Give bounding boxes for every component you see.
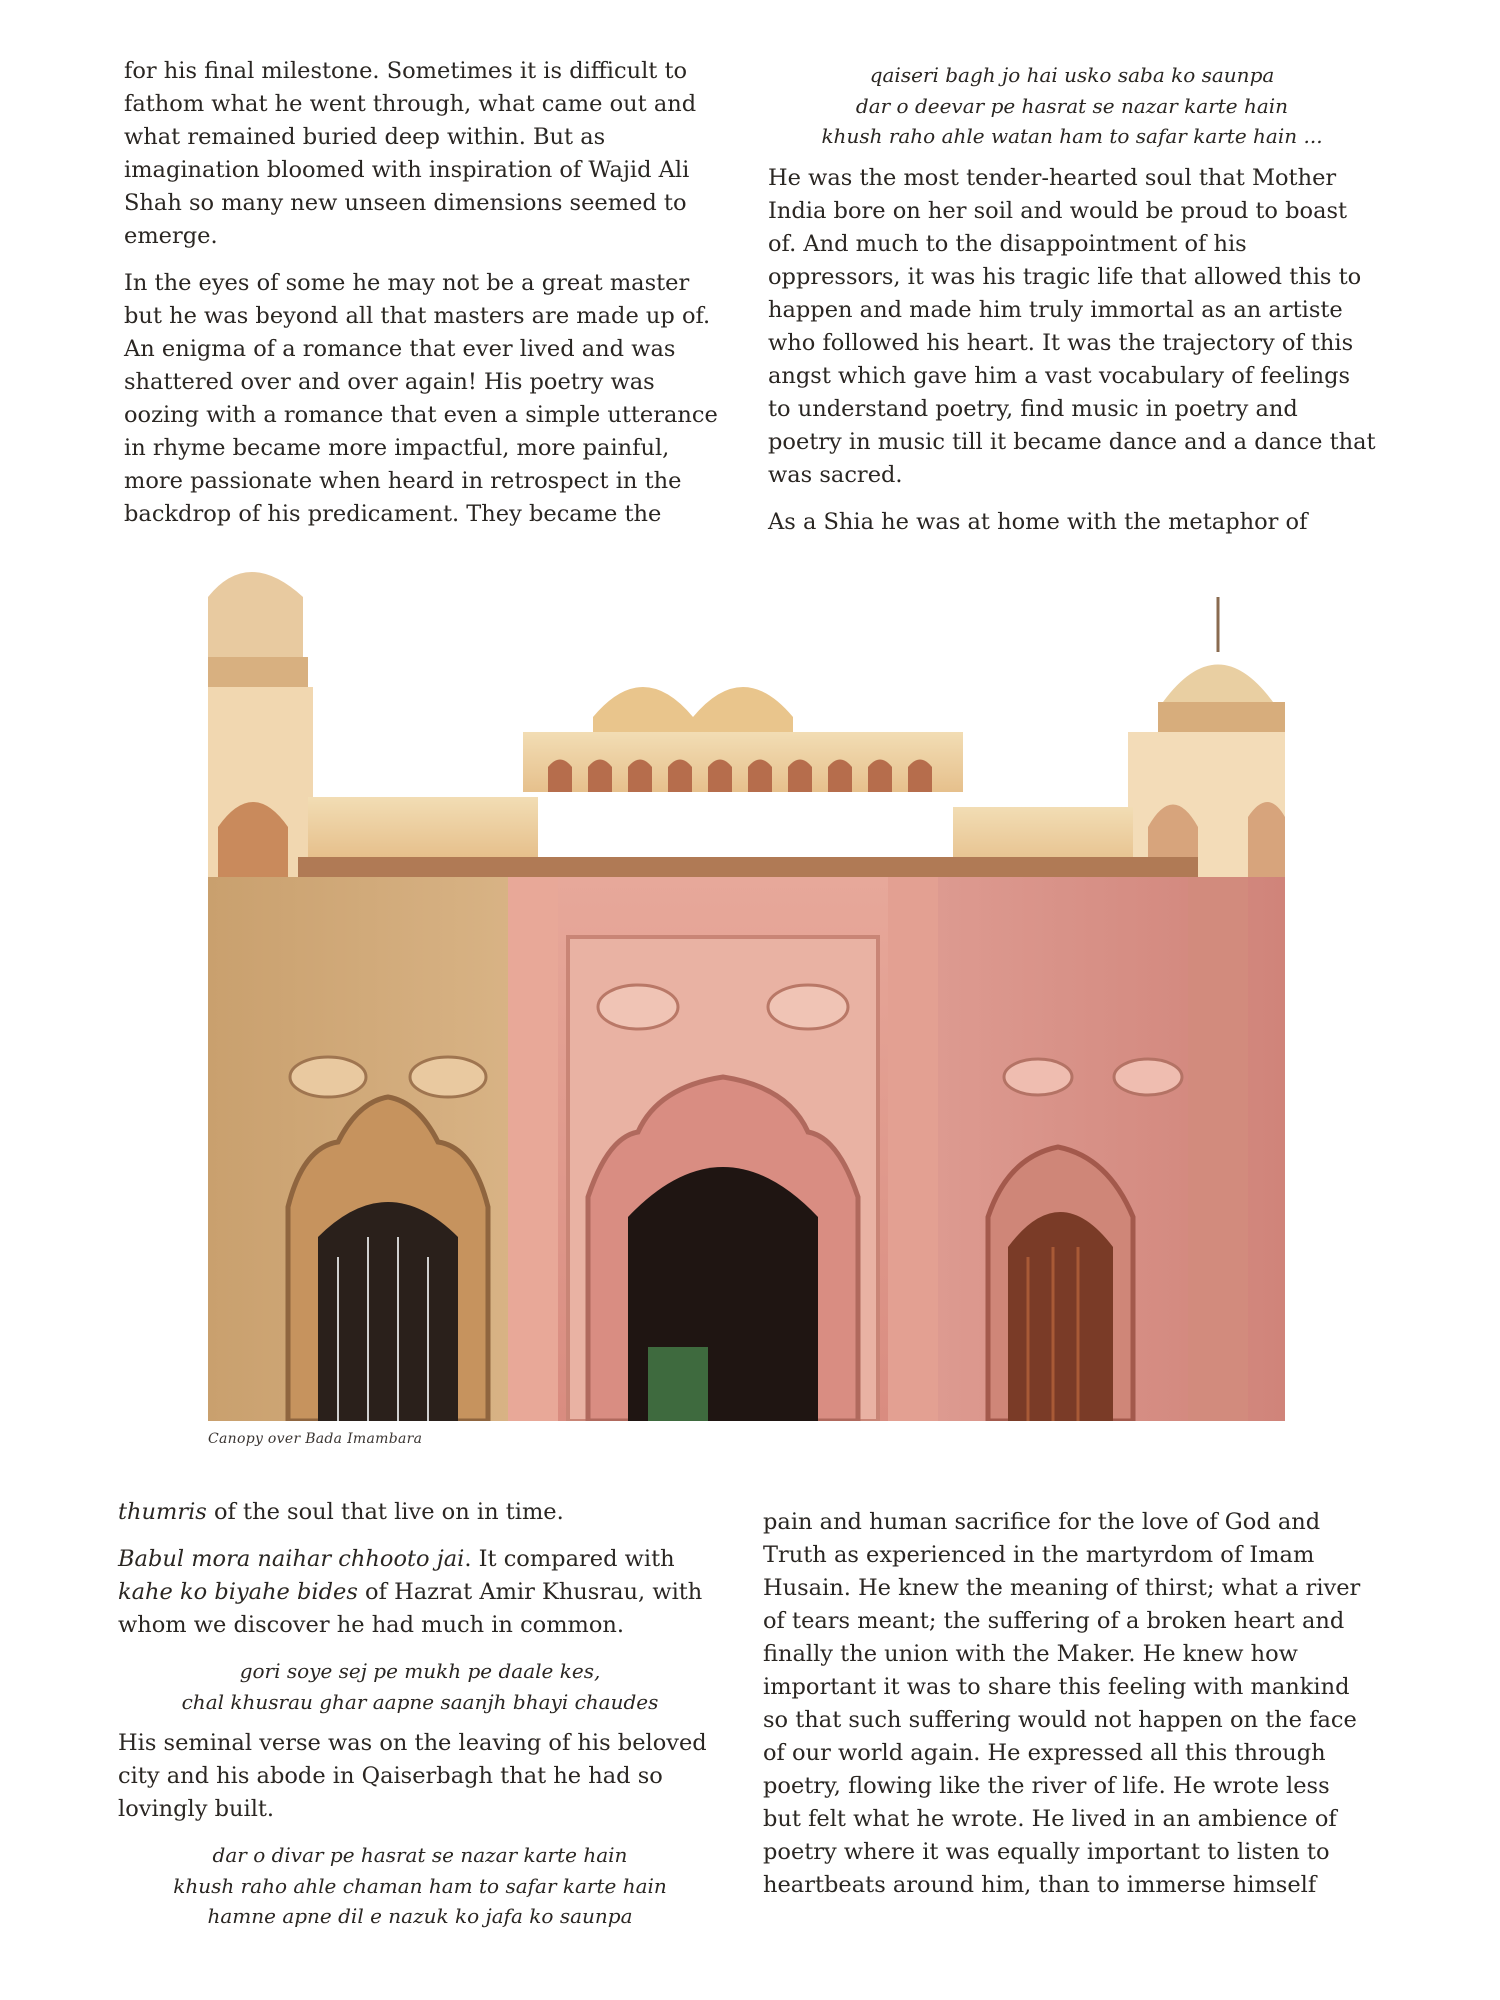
- verse-line: qaiseri bagh jo hai usko saba ko saunpa: [869, 63, 1275, 87]
- verse-line: chal khusrau ghar aapne saanjh bhayi chaudes: [181, 1689, 659, 1714]
- verse-gori-soye: [118, 1656, 722, 1717]
- verse-line: dar o deevar pe hasrat se nazar karte hain: [855, 93, 1289, 118]
- column-top-left: [124, 55, 724, 545]
- verse-line: khush raho ahle watan ham to safar karte hain ...: [821, 124, 1323, 148]
- paragraph-as-a-shia: As a Shia he was at home with the metaphor of: [768, 508, 1308, 535]
- verse-line: khush raho ahle chaman ham to safar karte hain: [173, 1873, 667, 1898]
- cornice: [298, 857, 1198, 877]
- column-bottom-left: [118, 1496, 722, 1942]
- text-span: . It compared with: [464, 1546, 675, 1572]
- verse-dar-o-divar: [118, 1840, 722, 1932]
- paragraph-thumris: [118, 1496, 722, 1529]
- verse-line: hamne apne dil e nazuk ko jafa ko saunpa: [207, 1904, 633, 1928]
- right-archway: [1008, 1212, 1113, 1421]
- paragraph-eyes-of-some: In the eyes of some he may not be a great master but he was beyond all that masters are made up of. An enigma of a romance that ever lived and was shattered over and over again! His poetry was oozing with a romance that even a simple utterance in rhyme became more impactful, more painful, more passionate when heard in retrospect in the backdrop of his predicament. They became the: [124, 270, 718, 527]
- verse-line: dar o divar pe hasrat se nazar karte hain: [212, 1843, 628, 1867]
- verse-qaiseri-bagh: [768, 60, 1376, 152]
- photo-bada-imambara-canopy: [208, 557, 1285, 1421]
- imambara-illustration: [208, 557, 1285, 1421]
- term-thumris: thumris: [118, 1499, 207, 1525]
- verse-line: gori soye sej pe mukh pe daale kes,: [239, 1659, 601, 1683]
- paragraph-pain-and-sacrifice: pain and human sacrifice for the love of God and Truth as experienced in the martyrdom of Imam Husain. He knew the meaning of thirst; what a river of tears meant; the suffering of a broken heart and finally the union with the Maker. He knew how important it was to share this feeling with mankind so that such suffering would not happen on the face of our world again. He expressed all this through poetry, flowing like the river of life. He wrote less but felt what he wrote. He lived in an ambience of poetry where it was equally important to listen to heartbeats around him, than to immerse himself: [763, 1509, 1361, 1898]
- column-top-right: [768, 60, 1376, 553]
- title-babul-mora: Babul mora naihar chhooto jai: [118, 1546, 465, 1572]
- left-tower-dome: [208, 572, 303, 667]
- text-span: of Hazrat Amir Khusrau, with whom we discover he had much in common.: [118, 1579, 703, 1638]
- paragraph-tender-hearted: He was the most tender-hearted soul that Mother India bore on her soil and would be proud to boast of. And much to the disappointment of his oppressors, it was his tragic life that allowed this to happen and made him truly immortal as an artiste who followed his heart. It was the trajectory of this angst which gave him a vast vocabulary of feelings to understand poetry, find music in poetry and poetry in music till it became dance and a dance that was sacred.: [768, 164, 1376, 488]
- paragraph-final-milestone: for his final milestone. Sometimes it is difficult to fathom what he went through, what came out and what remained buried deep within. But as imagination bloomed with inspiration of Wajid Ali Shah so many new unseen dimensions seemed to emerge.: [124, 58, 697, 249]
- paragraph-babul-mora: [118, 1543, 722, 1642]
- paragraph-seminal-verse: His seminal verse was on the leaving of his beloved city and his abode in Qaiserbagh that he had so lovingly built.: [118, 1730, 707, 1822]
- title-kahe-ko-biyahe: kahe ko biyahe bides: [118, 1579, 358, 1605]
- column-bottom-right: [763, 1506, 1373, 1916]
- photo-caption: Canopy over Bada Imambara: [208, 1431, 423, 1447]
- text-span: of the soul that live on in time.: [206, 1499, 564, 1525]
